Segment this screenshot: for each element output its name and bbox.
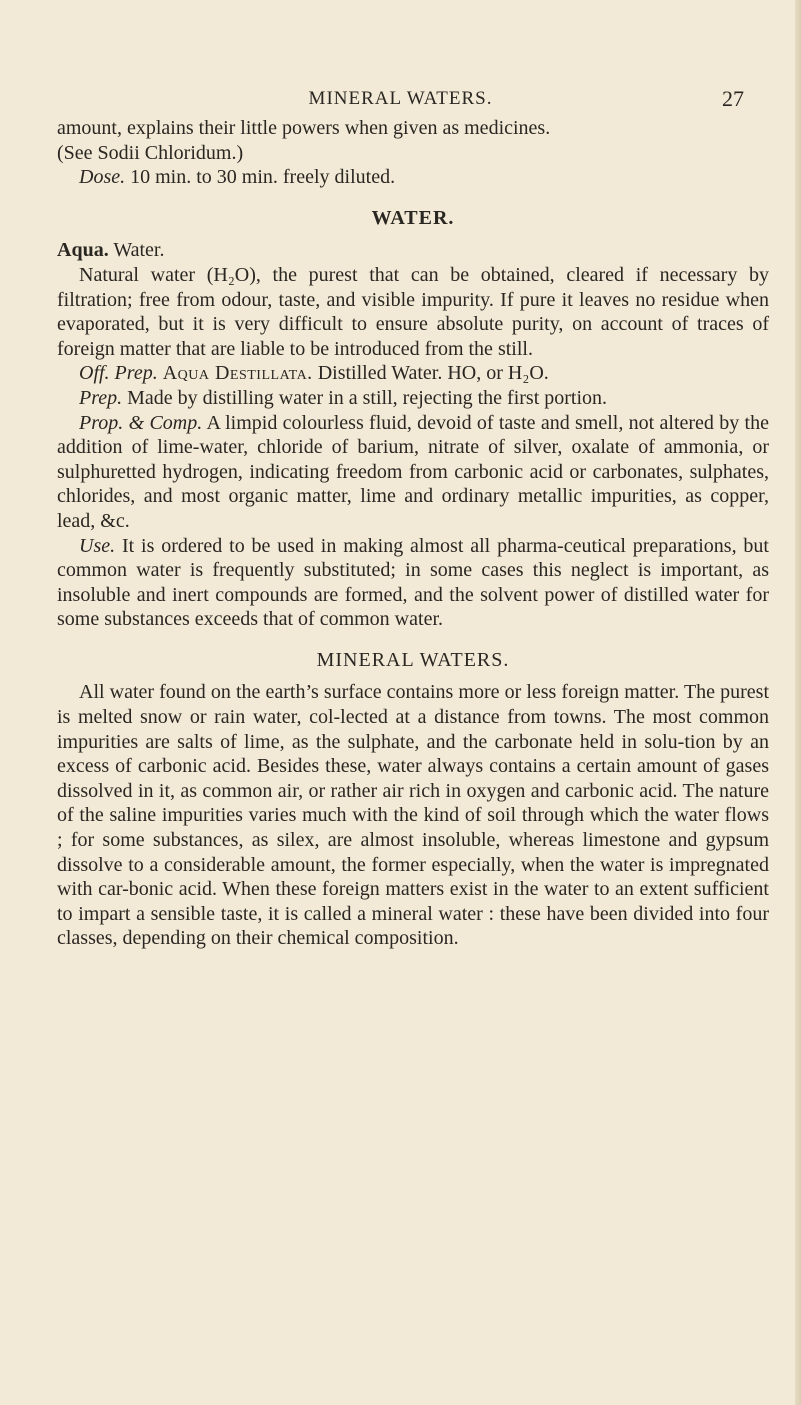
use-text: It is ordered to be used in making almost all pharma-ceutical preparations, but common water is frequently substituted; in some cases this neglect is important, as insoluble and inert compounds are formed, and the solvent power of distilled water for some substances exceeds that of common water. xyxy=(57,534,769,631)
prop-label: Prop. & Comp. xyxy=(79,411,203,434)
off-prep-label: Off. Prep. xyxy=(79,362,158,385)
dose-text: 10 min. to 30 min. freely diluted. xyxy=(125,166,396,189)
intro-paragraph xyxy=(57,116,769,165)
properties-paragraph xyxy=(57,411,769,534)
use-paragraph xyxy=(57,534,769,632)
running-title: MINERAL WATERS. xyxy=(308,88,493,109)
water-description-paragraph: Natural water (H₂O), the purest that can be obtained, cleared if necessary by filtration; free from odour, taste, and visible impurity. If pure it leaves no residue when evaporated, but it is very difficult to ensure absolute purity, on account of traces of foreign matter that are liable to be introduced from the still. xyxy=(57,263,769,360)
intro-line-2: (See Sodii Chloridum.) xyxy=(57,141,244,164)
page-number: 27 xyxy=(722,86,744,111)
preparation-paragraph xyxy=(57,386,769,411)
prep-label: Prep. xyxy=(79,386,123,409)
page-edge-shadow xyxy=(795,0,801,1405)
off-prep-name: Aqua Destillata. xyxy=(162,362,313,385)
mineral-waters-paragraph: All water found on the earth’s surface contains more or less foreign matter. The purest is melted snow or rain water, col-lected at a distance from towns. The most common impurities are salts of lime, as the sulphate, and the carbonate held in solu-tion by an excess of carbonic acid. Besides these, water always contains a certain amount of gases dissolved in it, as common air, or rather air rich in oxygen and carbonic acid. The nature of the saline impurities varies much with the kind of soil through which the water flows ; for some substances, as silex, are almost insoluble, whereas limestone and gypsum dissolve to a considerable amount, the former especially, when the water is impregnated with car-bonic acid. When these foreign matters exist in the water to an extent sufficient to impart a sensible taste, it is called a mineral water : these have been divided into four classes, depending on their chemical composition. xyxy=(57,681,769,950)
water-subheading-latin: Aqua. xyxy=(57,239,109,262)
dose-paragraph xyxy=(57,165,769,190)
prop-text: A limpid colourless fluid, devoid of taste and smell, not altered by the addition of lime-water, chloride of barium, nitrate of silver, oxalate of ammonia, or sulphuretted hydrogen, indicating freedom from carbonic acid or carbonates, sulphates, chlorides, and most organic matter, lime and ordinary metallic impurities, as copper, lead, &c. xyxy=(57,411,769,532)
official-preparation-paragraph xyxy=(57,361,769,386)
mineral-waters-heading: MINERAL WATERS. xyxy=(316,648,510,671)
water-subheading-english: Water. xyxy=(108,239,165,262)
page-body xyxy=(57,116,769,951)
intro-line-1: amount, explains their little powers when given as medicines. xyxy=(57,117,551,139)
dose-label: Dose. xyxy=(79,166,126,189)
prep-text: Made by distilling water in a still, rejecting the first portion. xyxy=(122,386,608,409)
water-subheading xyxy=(57,238,769,263)
off-prep-text: Distilled Water. HO, or H₂O. xyxy=(312,362,549,385)
water-heading: WATER. xyxy=(371,206,455,229)
use-label: Use. xyxy=(79,534,116,557)
